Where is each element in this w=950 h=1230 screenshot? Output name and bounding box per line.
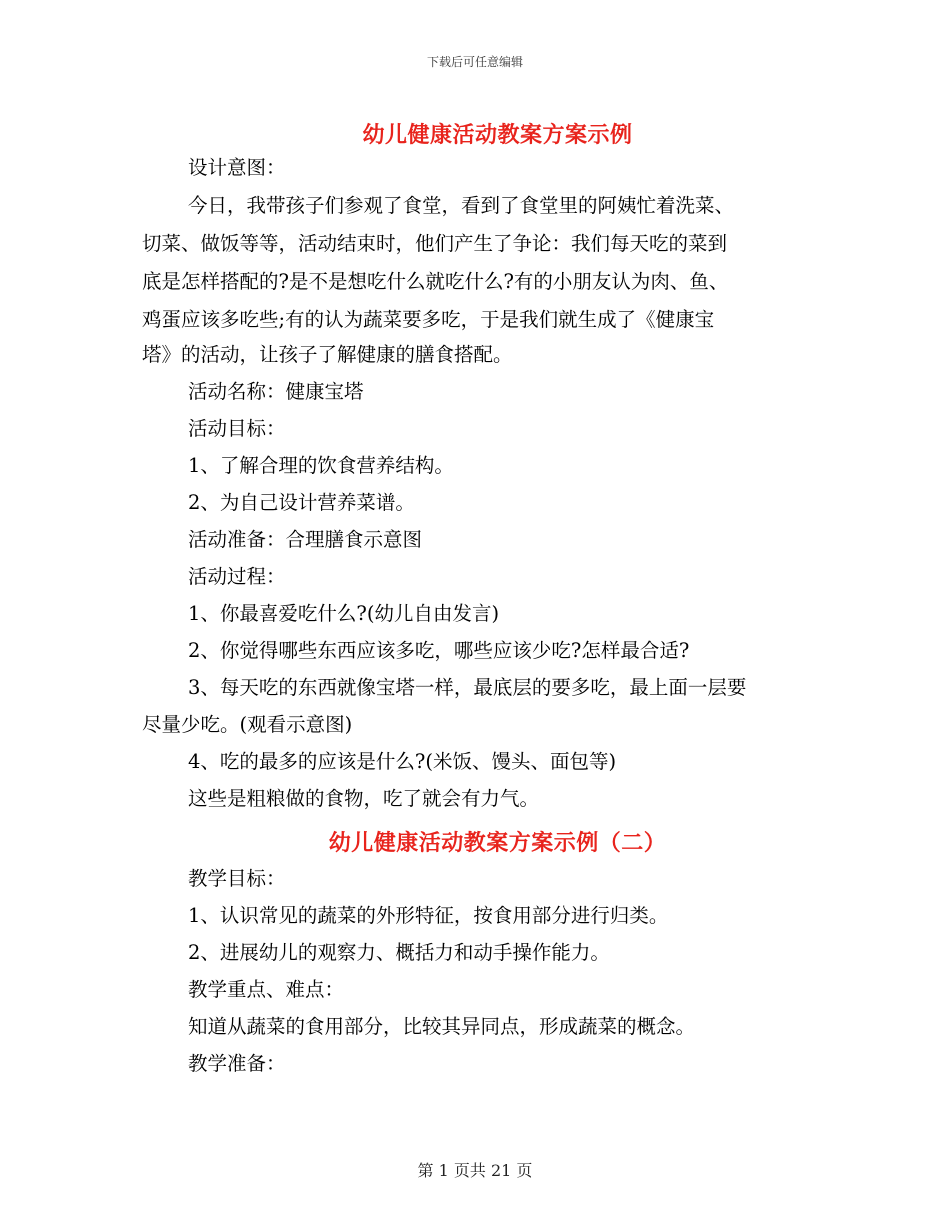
section1-line: 这些是粗粮做的食物，吃了就会有力气。: [188, 787, 540, 810]
section1-title: 幼儿健康活动教案方案示例: [362, 122, 633, 148]
section1-line: 鸡蛋应该多吃些;有的认为蔬菜要多吃，于是我们就生成了《健康宝: [142, 308, 715, 331]
section2-line: 教学重点、难点：: [188, 978, 345, 1001]
section1-line: 活动名称：健康宝塔: [188, 380, 364, 403]
section1-line: 尽量少吃。(观看示意图): [142, 713, 353, 736]
section1-line: 设计意图：: [188, 156, 286, 179]
section1-line: 底是怎样搭配的?是不是想吃什么就吃什么?有的小朋友认为肉、鱼、: [142, 270, 729, 293]
section2-line: 教学准备：: [188, 1052, 286, 1075]
section2-line: 2、进展幼儿的观察力、概括力和动手操作能力。: [188, 941, 610, 964]
section1-line: 4、吃的最多的应该是什么?(米饭、馒头、面包等): [188, 750, 617, 773]
section2-line: 知道从蔬菜的食用部分，比较其异同点，形成蔬菜的概念。: [188, 1015, 696, 1038]
section1-line: 活动过程：: [188, 565, 286, 588]
section1-line: 今日，我带孩子们参观了食堂，看到了食堂里的阿姨忙着洗菜、: [188, 194, 735, 217]
section1-line: 2、你觉得哪些东西应该多吃，哪些应该少吃?怎样最合适?: [188, 639, 690, 662]
section1-line: 3、每天吃的东西就像宝塔一样，最底层的要多吃，最上面一层要: [188, 676, 747, 699]
section1-line: 2、为自己设计营养菜谱。: [188, 491, 415, 514]
section2-line: 教学目标：: [188, 867, 286, 890]
header-note: 下载后可任意编辑: [426, 55, 523, 69]
section1-line: 1、了解合理的饮食营养结构。: [188, 454, 454, 477]
page-footer: 第 1 页共 21 页: [417, 1161, 533, 1180]
section1-line: 1、你最喜爱吃什么?(幼儿自由发言): [188, 602, 500, 625]
section1-line: 塔》的活动，让孩子了解健康的膳食搭配。: [142, 343, 513, 366]
section2-title: 幼儿健康活动教案方案示例（二）: [328, 830, 667, 856]
section2-line: 1、认识常见的蔬菜的外形特征，按食用部分进行归类。: [188, 904, 669, 927]
section1-line: 活动目标：: [188, 417, 286, 440]
section1-line: 活动准备：合理膳食示意图: [188, 528, 423, 551]
section1-line: 切菜、做饭等等，活动结束时，他们产生了争论：我们每天吃的菜到: [142, 232, 728, 255]
